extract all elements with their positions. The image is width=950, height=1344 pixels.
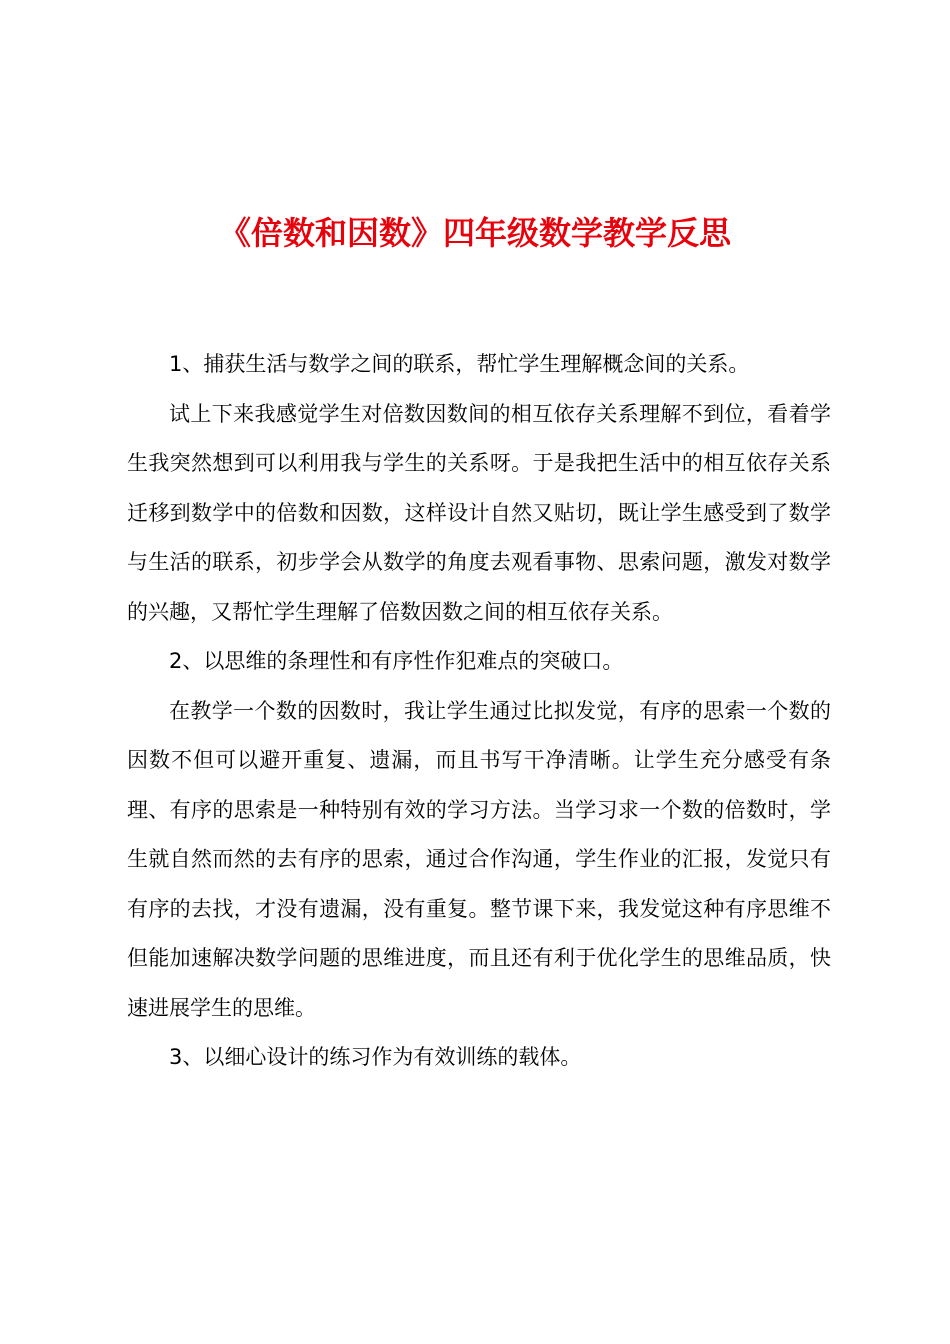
document-body [127, 340, 831, 1083]
document-title: 《倍数和因数》四年级数学教学反思 [218, 214, 731, 252]
paragraph-section-2-body: 在教学一个数的因数时，我让学生通过比拟发觉，有序的思索一个数的因数不但可以避开重复、遗漏，而且书写干净清晰。让学生充分感受有条理、有序的思索是一种特别有效的学习方法。当学习求一个数的倍数时，学生就自然而然的去有序的思索，通过合作沟通，学生作业的汇报，发觉只有有序的去找，才没有遗漏，没有重复。整节课下来，我发觉这种有序思维不但能加速解决数学问题的思维进度，而且还有利于优化学生的思维品质，快速进展学生的思维。 [127, 698, 831, 1020]
paragraph-section-2-heading: 2、以思维的条理性和有序性作犯难点的突破口。 [169, 649, 624, 673]
paragraph-section-1-body: 试上下来我感觉学生对倍数因数间的相互依存关系理解不到位，看着学生我突然想到可以利用我与学生的关系呀。于是我把生活中的相互依存关系迁移到数学中的倍数和因数，这样设计自然又贴切，既让学生感受到了数学与生活的联系，初步学会从数学的角度去观看事物、思索问题，激发对数学的兴趣，又帮忙学生理解了倍数因数之间的相互依存关系。 [127, 401, 831, 624]
paragraph-section-3-heading: 3、以细心设计的练习作为有效训练的载体。 [169, 1045, 582, 1069]
paragraph-section-1-heading: 1、捕获生活与数学之间的联系，帮忙学生理解概念间的关系。 [169, 352, 750, 376]
